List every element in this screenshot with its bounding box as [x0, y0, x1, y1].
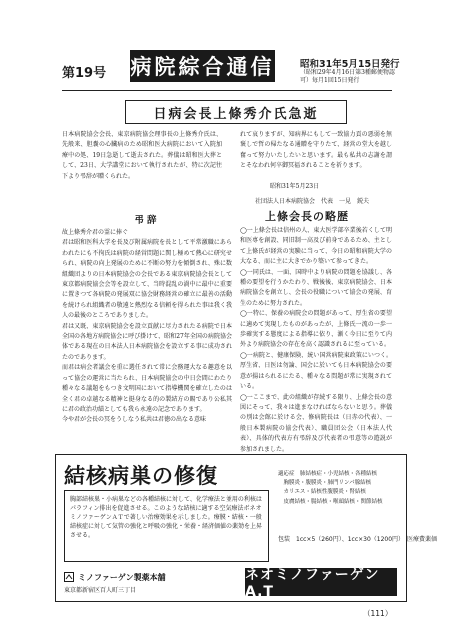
- ad-description: 胸部結核巣・小病巣などの各種結核に対して、化学療法と並用の利核はパラフィン排出を促進させる。このような結核に適する空気療法ボネオミノファーゲンＡＴで著しい治療効果を示しました。療膜・結核・一般結核症に対して気管の強化と呼吸の強化・栄養・経済価値の薬効を上昇させる。: [64, 490, 269, 562]
- intro-date: 昭和31年5月23日: [270, 183, 320, 190]
- registration-note: （昭和29年4月16日第3種郵便物認可）毎月1回15日発行: [300, 69, 395, 84]
- page-number: （111）: [363, 609, 393, 618]
- ad-indication-line: 適応症 肺結核症・小児結核・各種結核: [278, 471, 378, 477]
- ad-price: 包装 1cc×5（260円）、1cc×30（1200円） 医療費薬価: [278, 536, 438, 543]
- intro-text-right: れて哀りますが、知病界にもして一致協力貢の悪弱を無褒しで哲の帰たなる通贈を守りたて、経営の堂大を越し奮って努力いたしたいと思います。最も私共の志謝を謂とそなわれ何卒御冥福されることを祈ります。: [240, 131, 392, 170]
- bio-title: 上條会長の略歴: [265, 210, 349, 223]
- ad-indications: [278, 470, 398, 507]
- header-rule: [62, 90, 392, 91]
- intro-text: 日本病院協会会長、東京病院協会理事長の上條秀介氏は、先般来、胆嚢の心臓病のため昭和医大病院において入院加療中の処、19日急逝して逝去された。葬儀は昭和医大葬として、23日、大学講堂において執行されたが、特に次記往下より弔辞が贈くられた。: [62, 131, 222, 180]
- bio-text: ◯一上條会長は信州の人、東大医学部卒業後若くして明和医専を創設、同旧制一高及び前身であるため、主として上條氏が経営の実験に当って、今日の昭和病院大学の大なる、而に主に大きでかり築いて参ってきた。 ◯一同氏は、一面、国時中より病院の問題を協議し、各種の要望を行うかたわり、戦後後、東京病院協会、日本病院協会を創立し、会長の役職について協会の発展、育生のために努力された。 ◯一特に、保養の病院会の問題があって、厚生省の要望に適めて実現したものがあったが、上條氏一流の一歩一歩確実する態度による指導に依り、漸く今日に至りて内外より病院協会の存在を高く認識されるに至っている。 ◯一病院と、健康保険、統い国営病院東政策にいつく。厚生省、日医は勿論、国会に於いても日本病院協会の要意が揚はられるにたる、種々なる問題が常に実現されている。 ◯一ここまで、此の組織が存続する限り、上條会長の意図にそって、我々は進まなければならないと思う。葬儀の別は会館に於ける会、修病院長は（日赤の代表）、一般日本製病院の協会代表）、職員団公会（日本法人代表）、具体的代表方有弔辞及び代表者の弔意等の遊説が参加されました。: [240, 227, 392, 453]
- ad-maker: ミノファーゲン製薬本舗: [78, 573, 166, 582]
- publish-date: 昭和31年5月15日発行: [300, 59, 400, 70]
- ad-title: 結核病巣の修復: [64, 464, 218, 488]
- ad-brand: ネオミノファーゲンA.T: [245, 568, 397, 596]
- headline: 日病会長上條秀介氏急逝: [125, 100, 347, 124]
- ad-indication-line: 皮膚結核・腸結核・喉頭結核・関節結核: [278, 498, 383, 505]
- ad-indication-line: カリエス・結核性腹膜炎・腎結核: [278, 489, 366, 496]
- issue-number: 第19号: [62, 66, 107, 81]
- ad-address: 東京都新宿区百人町三丁目: [64, 587, 137, 594]
- ad-indication-line: 胸膜炎・腹膜炎・肺門リンパ腺結核: [278, 480, 372, 487]
- intro-signature: 社団法人日本病院協会 代表 一見 鋭夫: [255, 198, 370, 205]
- eulogy-text: 故上條秀介君の霊に捧ぐ 君は昭和医科大学を長及び附属病院を長として平常激職にあらわれたにも不拘氏は病院の経営問題に関し極めて熱心に研究せられ、病院の向上発展のために不断の努力を傾倒され、殊に数組織団よりの日本病院協会の会長である東京病院協会長として東京都病院協会会等を設立して、当時混乱の渦中に最中に重要に置きつて各病院の発展双に協会財務経営の確立に最善の活動を続けられ組織者の敬遠と熱烈なる信頼を得られた事は我く我人の最後のところでありました。 君は又既、東京病院協会を設立貢献に尽力されたる病院で日本全国の各地方病院協会に呼び掛けて、昭和27年全国の病院協会体である現在の日本法人日本病院協会を設立する事に成功されたのであります。 而君は病会者議会を重に選任されて常に会務運大なる趣意を以って協会の運営に当たられ、日本病院協会の中日会間にわたり種々なる議題をもつき文明国において指導機関を確立したのは全く君の卓越なる精神と挺身なる的の製結方の賜であり公私其に君の政治功績としても我ら永遠の記念であります。 今や君が会長の冥をうしなう私共は君徳の出なる意味: [62, 229, 232, 424]
- eulogy-title: 弔辞: [134, 215, 160, 226]
- masthead-title: 病院綜合通信: [130, 50, 275, 82]
- maker-logo-icon: [64, 572, 74, 582]
